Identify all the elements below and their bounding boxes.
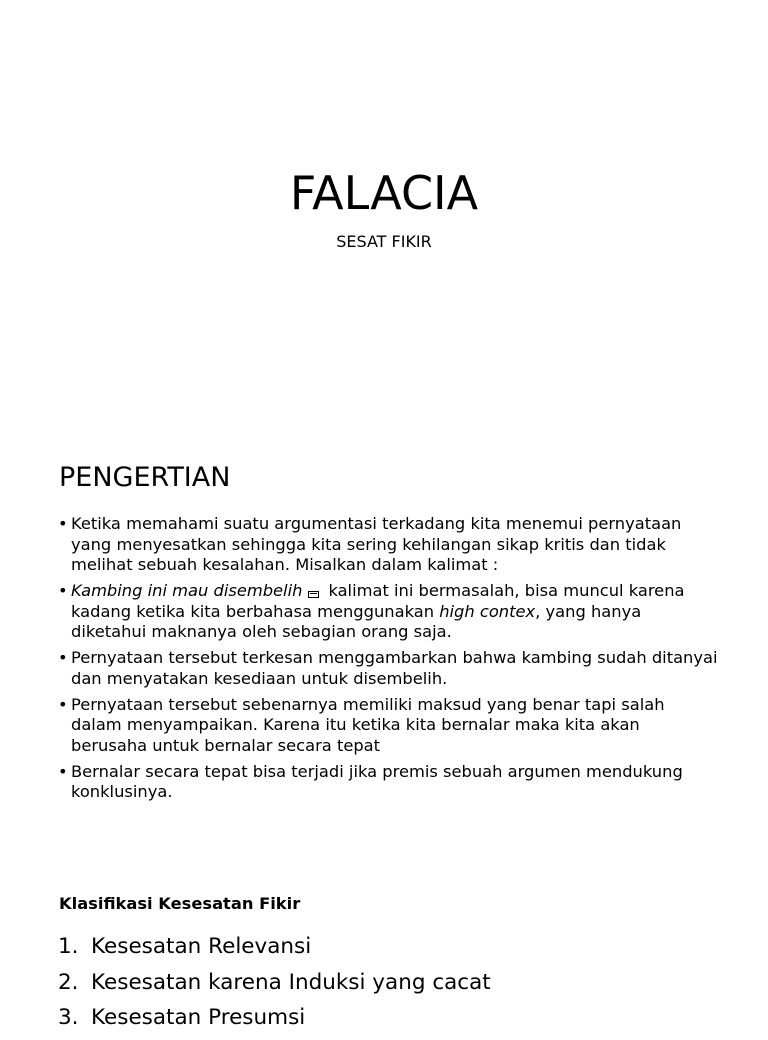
- slide-subtitle: SESAT FIKIR: [336, 232, 432, 251]
- box-glyph-icon: [308, 591, 319, 598]
- bullet-text: Ketika memahami suatu argumentasi terkadang kita menemui pernyataan yang menyesatkan sehingga kita sering kehilangan sikap kritis dan tidak melihat sebuah kesalahan. Misalkan dalam kalimat :: [71, 514, 682, 574]
- section-heading-pengertian: PENGERTIAN: [59, 462, 231, 493]
- bullet-dot: •: [58, 514, 68, 533]
- bullet-text: Pernyataan tersebut terkesan menggambarkan bahwa kambing sudah ditanyai dan menyatakan kesediaan untuk disembelih.: [71, 648, 718, 688]
- list-item-text: Kesesatan Presumsi: [91, 1005, 306, 1030]
- bullet-text: Bernalar secara tepat bisa terjadi jika premis sebuah argumen mendukung konklusinya.: [71, 761, 683, 801]
- bullet-text: kalimat ini bermasalah, bisa muncul karena kadang ketika kita berbahasa menggunakan: [71, 581, 685, 621]
- bullet-italic-term: high contex: [439, 601, 536, 621]
- list-item: [58, 1004, 491, 1032]
- bullet-item: [58, 648, 718, 689]
- bullet-dot: •: [58, 694, 68, 714]
- bullet-text-tail: , yang hanya diketahui maknanya oleh sebagian orang saja.: [71, 601, 642, 641]
- bullet-text: Pernyataan tersebut sebenarnya memiliki maksud yang benar tapi salah dalam menyampaikan. Karena itu ketika kita bernalar maka kita akan berusaha untuk bernalar secara tepat: [71, 694, 665, 755]
- bullet-italic-lead: Kambing ini mau disembelih: [71, 581, 303, 600]
- classification-heading: Klasifikasi Kesesatan Fikir: [59, 894, 301, 913]
- list-item-text: Kesesatan karena Induksi yang cacat: [91, 969, 491, 995]
- list-number: 3.: [58, 1005, 79, 1030]
- slide-title: FALACIA: [289, 166, 479, 220]
- bullet-item: [58, 762, 718, 803]
- list-item: [58, 969, 491, 997]
- bullet-item: [58, 581, 718, 643]
- bullet-item: [58, 514, 718, 576]
- bullet-dot: •: [58, 581, 68, 600]
- list-item-text: Kesesatan Relevansi: [91, 934, 312, 959]
- bullet-dot: •: [58, 648, 68, 667]
- list-number: 2.: [58, 969, 79, 995]
- list-item: [58, 933, 491, 961]
- bullet-item: [58, 695, 718, 757]
- list-number: 1.: [58, 934, 79, 959]
- pengertian-bullet-list: [58, 514, 718, 808]
- bullet-dot: •: [58, 761, 68, 781]
